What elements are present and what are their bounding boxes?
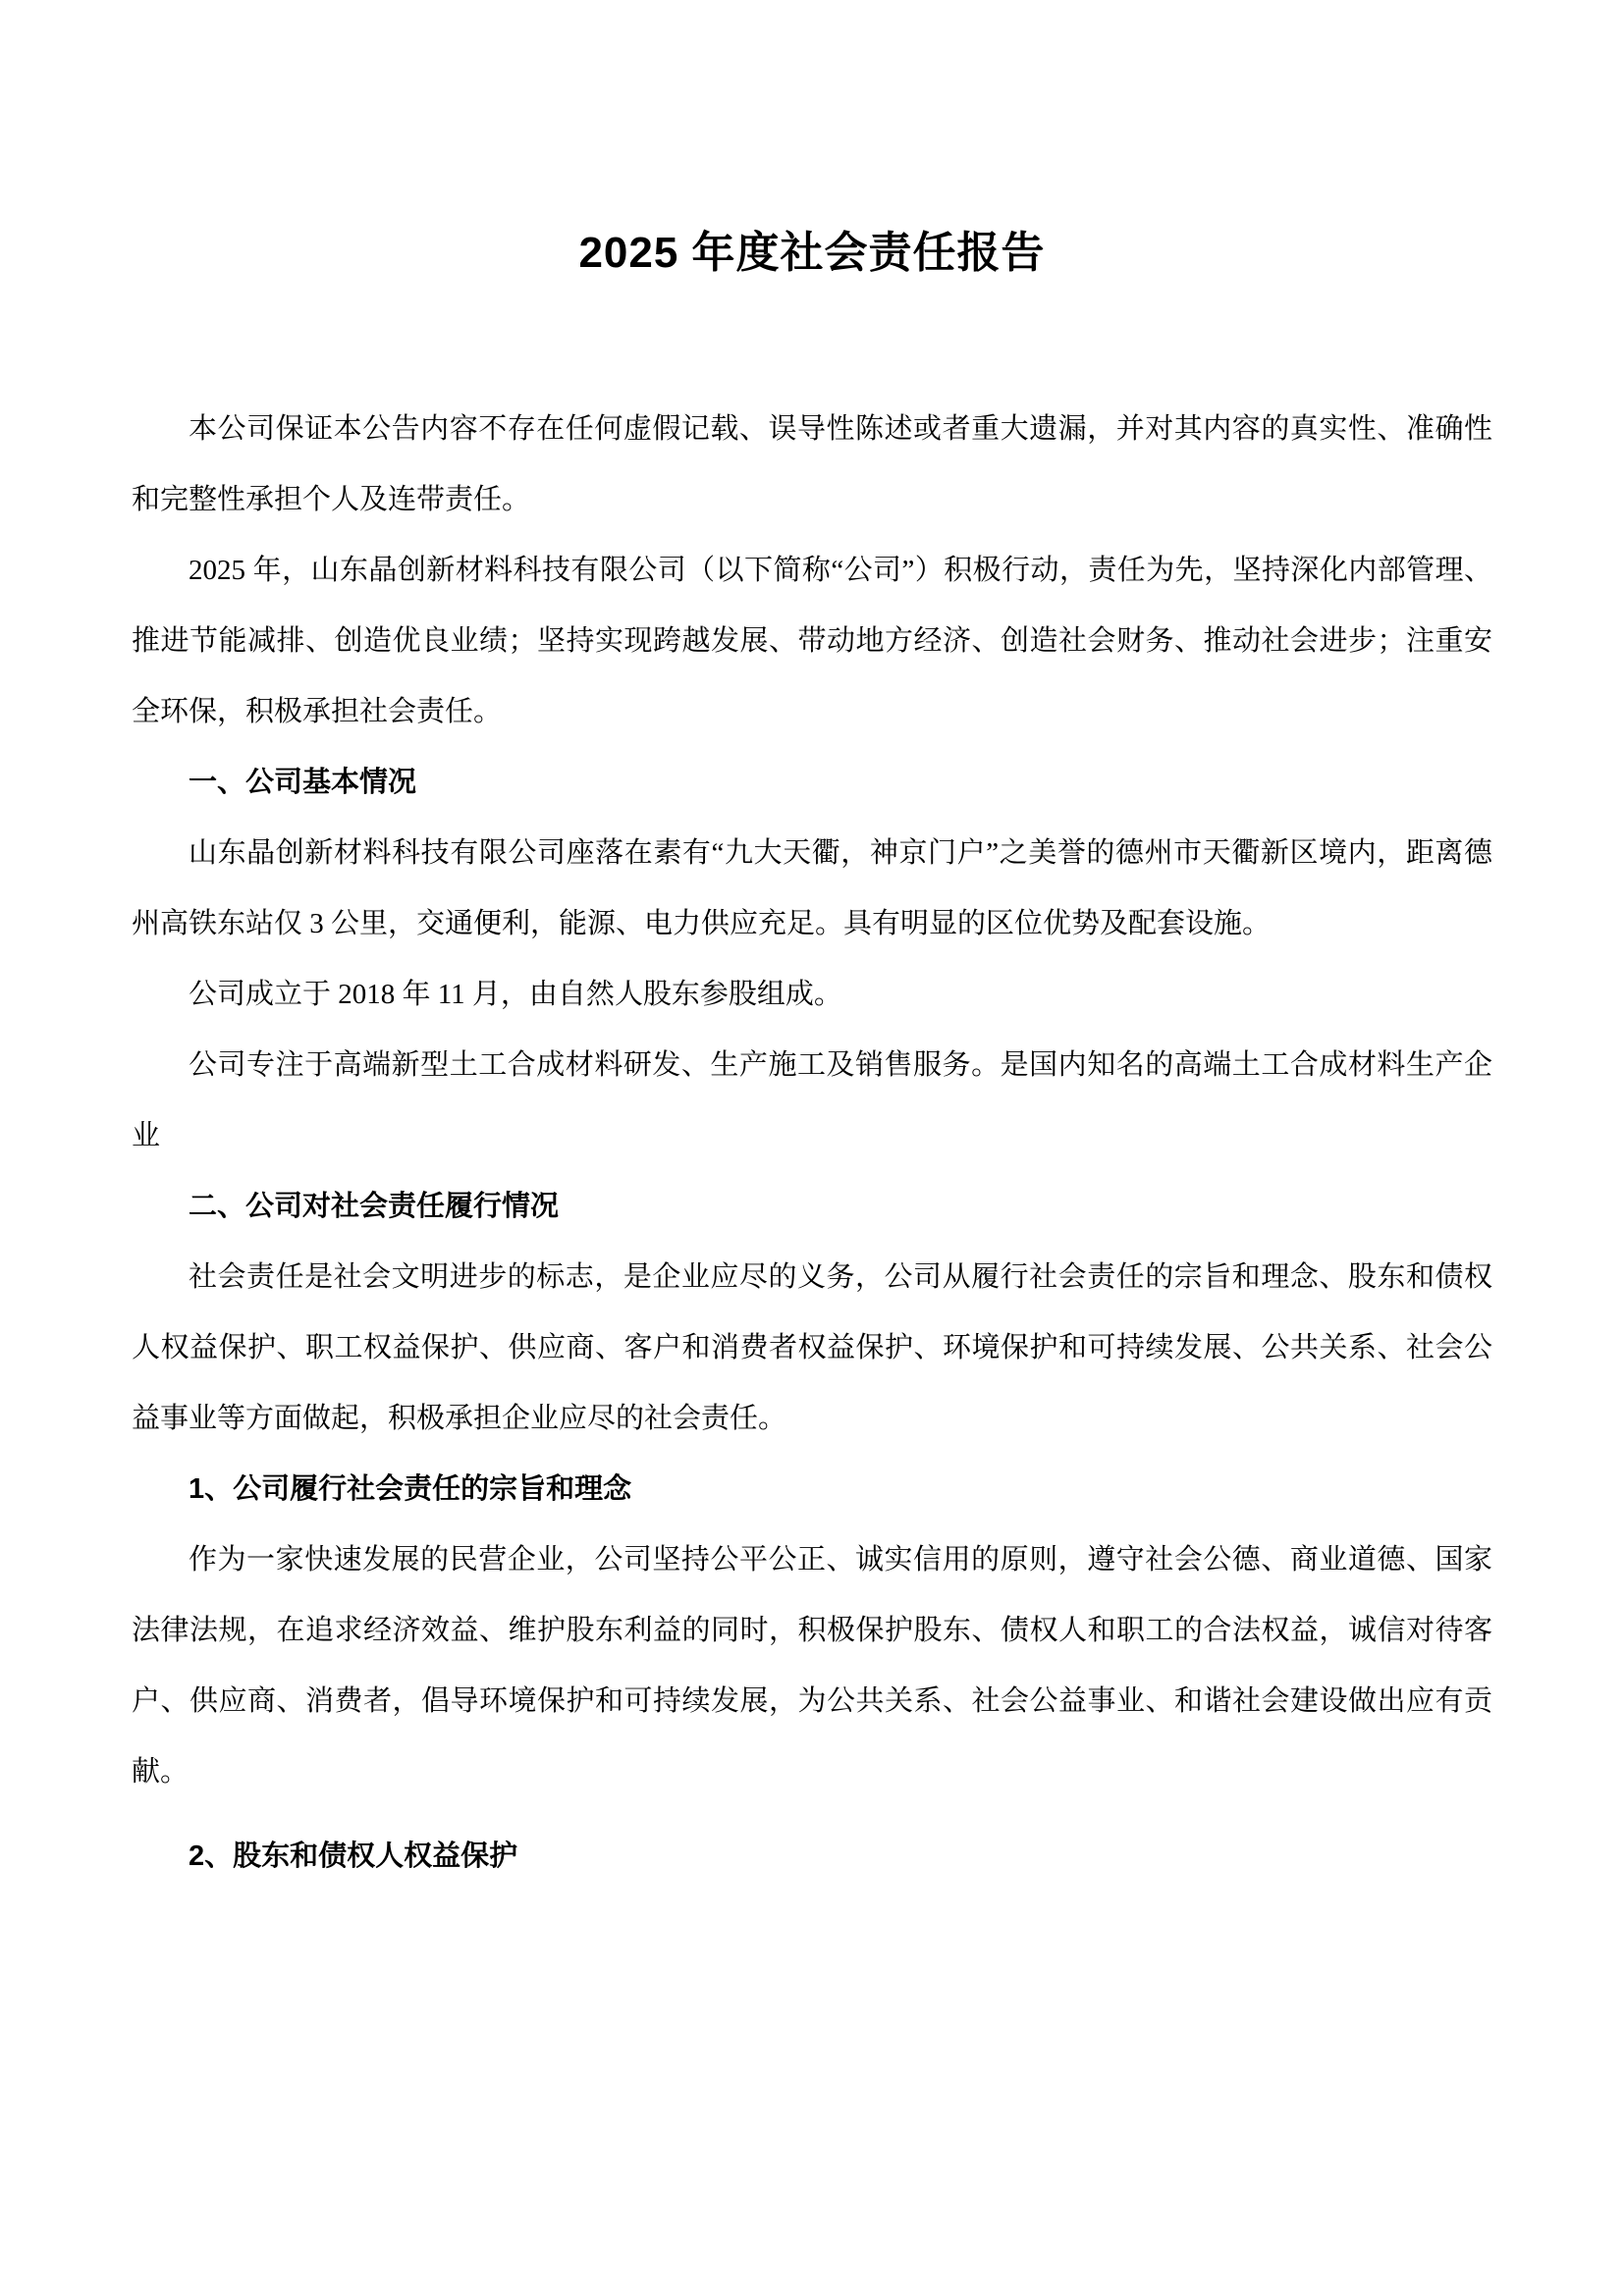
paragraph-company-business: 公司专注于高端新型土工合成材料研发、生产施工及销售服务。是国内知名的高端土工合成材料生产企业 xyxy=(132,1048,1492,1151)
paragraph-csr-overview: 社会责任是社会文明进步的标志，是企业应尽的义务，公司从履行社会责任的宗旨和理念、股东和债权人权益保护、职工权益保护、供应商、客户和消费者权益保护、环境保护和可持续发展、公共关系、社会公益事业等方面做起，积极承担企业应尽的社会责任。 xyxy=(132,1260,1492,1434)
paragraph-disclaimer: 本公司保证本公告内容不存在任何虚假记载、误导性陈述或者重大遗漏，并对其内容的真实性、准确性和完整性承担个人及连带责任。 xyxy=(132,412,1492,515)
paragraph-csr-principles-detail: 作为一家快速发展的民营企业，公司坚持公平公正、诚实信用的原则，遵守社会公德、商业道德、国家法律法规，在追求经济效益、维护股东利益的同时，积极保护股东、债权人和职工的合法权益，诚信对待客户、供应商、消费者，倡导环境保护和可持续发展，为公共关系、社会公益事业、和谐社会建设做出应有贡献。 xyxy=(132,1543,1492,1788)
paragraph-company-founding: 公司成立于 2018 年 11 月，由自然人股东参股组成。 xyxy=(189,978,842,1010)
document-body xyxy=(0,228,1624,1892)
paragraph-company-location: 山东晶创新材料科技有限公司座落在素有“九大天衢，神京门户”之美誉的德州市天衢新区境内，距离德州高铁东站仅 3 公里，交通便利，能源、电力供应充足。具有明显的区位优势及配套设施。 xyxy=(132,836,1492,939)
heading-section-2-csr-performance: 二、公司对社会责任履行情况 xyxy=(189,1190,560,1222)
heading-subsection-1-csr-principles: 1、公司履行社会责任的宗旨和理念 xyxy=(189,1472,632,1505)
paragraph-intro: 2025 年，山东晶创新材料科技有限公司（以下简称“公司”）积极行动，责任为先，坚持深化内部管理、推进节能减排、创造优良业绩；坚持实现跨越发展、带动地方经济、创造社会财务、推动社会进步；注重安全环保，积极承担社会责任。 xyxy=(132,554,1492,727)
heading-subsection-2-shareholder-creditor-protection: 2、股东和债权人权益保护 xyxy=(189,1840,518,1872)
document-title: 2025 年度社会责任报告 xyxy=(578,229,1046,277)
heading-section-1-company-profile: 一、公司基本情况 xyxy=(189,766,417,798)
